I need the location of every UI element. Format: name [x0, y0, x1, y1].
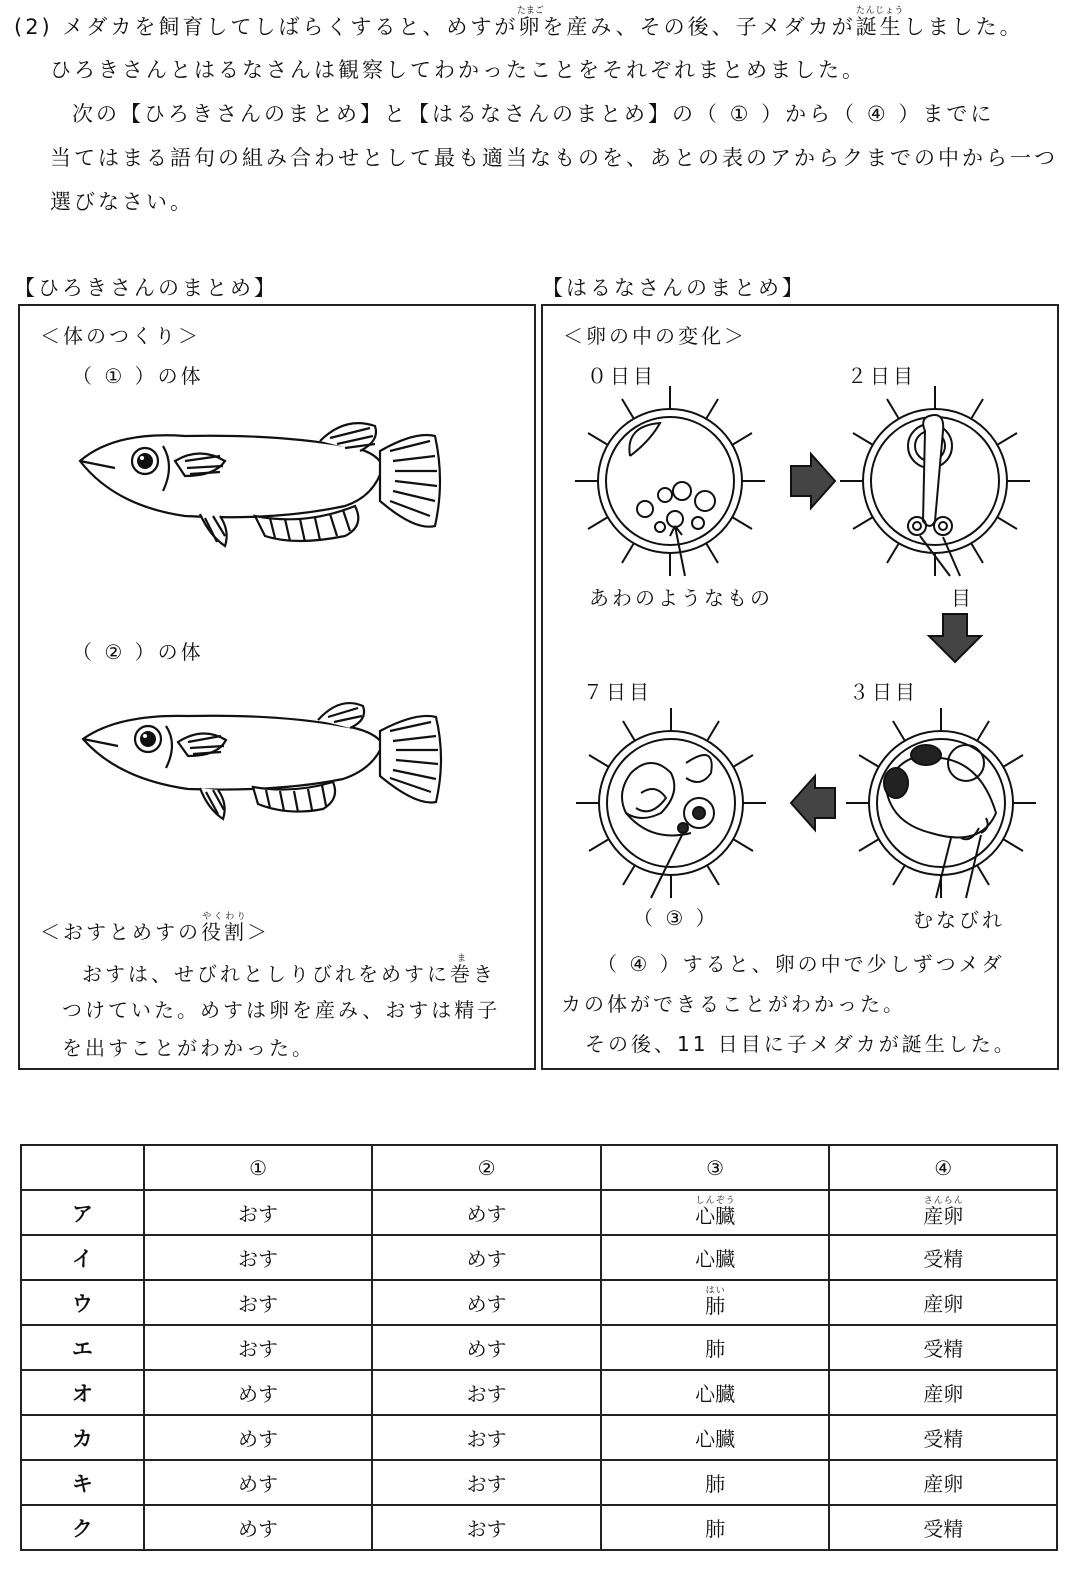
spawn-ruby: さんらん [923, 1196, 964, 1206]
row-label: ク [21, 1505, 144, 1550]
table-cell: 受精 [829, 1235, 1057, 1280]
table-cell: 心臓 [601, 1415, 830, 1460]
haruna-heading: 【はるなさんのまとめ】 [542, 276, 806, 300]
blank3-label: （ ③ ） [633, 906, 719, 930]
table-cell: めす [372, 1235, 601, 1280]
egg-day2 [840, 386, 1030, 576]
heart-ruby: しんぞう [695, 1196, 736, 1206]
table-cell: 受精 [829, 1505, 1057, 1550]
row-label: オ [21, 1370, 144, 1415]
table-cell [601, 1280, 830, 1325]
egg-change-heading: ＜卵の中の変化＞ [563, 324, 747, 348]
lung-ruby: はい [705, 1286, 726, 1296]
table-row [21, 1190, 1057, 1235]
fish1-label: （ ① ）の体 [72, 364, 204, 388]
table-row [21, 1460, 1057, 1505]
female-fish-illustration [78, 684, 458, 834]
table-cell: めす [372, 1325, 601, 1370]
hiroki-heading: 【ひろきさんのまとめ】 [14, 276, 278, 300]
roles-heading [40, 912, 270, 945]
table-cell: おす [372, 1370, 601, 1415]
birth-word [855, 6, 904, 39]
role-kanji: 役割 [201, 920, 247, 944]
table-row [21, 1505, 1057, 1550]
egg-day0 [575, 386, 765, 576]
table-cell: めす [372, 1190, 601, 1235]
roles-heading-text: ＜おすとめすの [40, 920, 201, 944]
table-cell: 心臓 [601, 1370, 830, 1415]
header-cell: ② [372, 1145, 601, 1190]
table-header-row [21, 1145, 1057, 1190]
egg-word [516, 6, 544, 39]
lung-word [705, 1286, 726, 1318]
body-structure-heading: ＜体のつくり＞ [40, 324, 201, 348]
row-label: キ [21, 1460, 144, 1505]
question-line-1 [14, 6, 1024, 41]
table-row [21, 1235, 1057, 1280]
fish2-label: （ ② ）の体 [72, 640, 204, 664]
bubble-label: あわのようなもの [589, 586, 773, 610]
eye-label: 目 [951, 586, 974, 610]
table-cell: 肺 [601, 1460, 830, 1505]
haruna-box [541, 304, 1059, 1070]
lung-kanji: 肺 [705, 1294, 726, 1318]
wrap-word [450, 954, 473, 986]
arrow-right-icon [791, 454, 835, 508]
table-cell [829, 1190, 1057, 1235]
table-cell: 産卵 [829, 1280, 1057, 1325]
wrap-ruby: ま [450, 954, 473, 964]
table-cell: おす [144, 1235, 373, 1280]
header-cell: ③ [601, 1145, 830, 1190]
heart-kanji: 心臓 [695, 1204, 736, 1228]
birth-kanji: 誕生 [855, 15, 904, 39]
day0-label: ０日目 [587, 364, 656, 388]
table-cell: おす [144, 1325, 373, 1370]
hiroki-box [18, 304, 536, 1070]
spawn-word [923, 1196, 964, 1228]
table-cell: 肺 [601, 1505, 830, 1550]
heart-word [695, 1196, 736, 1228]
table-cell: 心臓 [601, 1235, 830, 1280]
table-cell: めす [144, 1505, 373, 1550]
egg-ruby: たまご [516, 6, 544, 16]
egg-development-diagram [543, 306, 1061, 926]
question-line-2: ひろきさんとはるなさんは観察してわかったことをそれぞれまとめました。 [50, 58, 866, 82]
egg-day3 [846, 708, 1036, 898]
question-line-3: 次の【ひろきさんのまとめ】と【はるなさんのまとめ】の（ ① ）から（ ④ ）までに [72, 102, 995, 126]
table-cell: 産卵 [829, 1460, 1057, 1505]
haruna-text-2: カの体ができることがわかった。 [561, 992, 906, 1016]
spawn-kanji: 産卵 [923, 1204, 964, 1228]
question-line-4: 当てはまる語句の組み合わせとして最も適当なものを、あとの表のアからクまでの中から一つ [50, 146, 1058, 170]
table-row [21, 1325, 1057, 1370]
table-row [21, 1370, 1057, 1415]
question-text: しました。 [903, 15, 1024, 39]
roles-text-2: つけていた。めすは卵を産み、おすは精子 [62, 998, 501, 1022]
row-label: カ [21, 1415, 144, 1460]
egg-kanji: 卵 [516, 15, 544, 39]
table-cell: めす [144, 1460, 373, 1505]
header-cell: ④ [829, 1145, 1057, 1190]
answer-table [20, 1144, 1058, 1551]
question-text: (2) メダカを飼育してしばらくすると、めすが [14, 15, 519, 39]
table-cell: おす [372, 1460, 601, 1505]
row-label: イ [21, 1235, 144, 1280]
table-row [21, 1415, 1057, 1460]
day7-label: ７日目 [583, 680, 652, 704]
arrow-down-icon [929, 614, 981, 662]
haruna-text-3: その後、11 日目に子メダカが誕生した。 [585, 1032, 1017, 1056]
table-cell: おす [144, 1190, 373, 1235]
roles-text-1 [82, 954, 496, 987]
table-cell: おす [372, 1505, 601, 1550]
table-cell: 産卵 [829, 1370, 1057, 1415]
question-line-5: 選びなさい。 [50, 190, 194, 214]
haruna-text-1: （ ④ ）すると、卵の中で少しずつメダ [597, 952, 1005, 976]
row-label: ウ [21, 1280, 144, 1325]
pectoral-fin-label: むなびれ [913, 908, 1005, 932]
row-label: エ [21, 1325, 144, 1370]
wrap-kanji: 巻 [450, 962, 473, 986]
roles-text: き [473, 962, 496, 986]
day2-label: ２日目 [847, 364, 916, 388]
male-fish-illustration [75, 406, 455, 556]
question-text: を産み、その後、子メダカが [542, 15, 856, 39]
table-row [21, 1280, 1057, 1325]
table-cell: 肺 [601, 1325, 830, 1370]
table-cell [601, 1190, 830, 1235]
table-cell: めす [372, 1280, 601, 1325]
table-cell: 受精 [829, 1415, 1057, 1460]
birth-ruby: たんじょう [855, 6, 904, 16]
table-cell: おす [144, 1280, 373, 1325]
header-cell [21, 1145, 144, 1190]
role-word [201, 912, 247, 944]
table-cell: 受精 [829, 1325, 1057, 1370]
egg-day7 [576, 708, 766, 898]
table-cell: めす [144, 1370, 373, 1415]
role-ruby: やくわり [201, 912, 247, 922]
table-cell: めす [144, 1415, 373, 1460]
arrow-left-icon [791, 776, 835, 830]
day3-label: ３日目 [849, 680, 918, 704]
roles-text-3: を出すことがわかった。 [62, 1036, 315, 1060]
table-cell: おす [372, 1415, 601, 1460]
roles-text: おすは、せびれとしりびれをめすに [82, 962, 450, 986]
header-cell: ① [144, 1145, 373, 1190]
row-label: ア [21, 1190, 144, 1235]
roles-heading-text: ＞ [247, 920, 270, 944]
